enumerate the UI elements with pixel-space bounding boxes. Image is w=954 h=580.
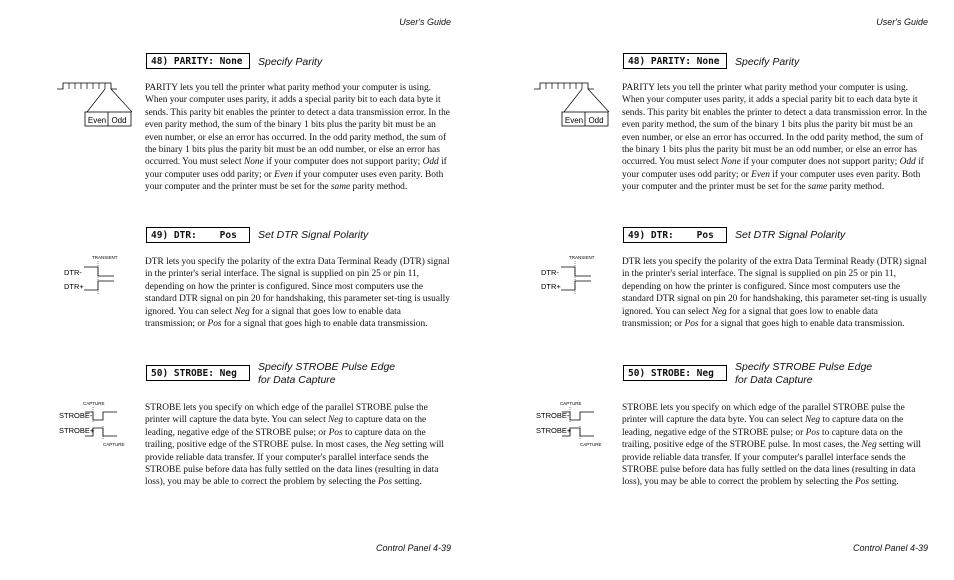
strobe-figure xyxy=(534,400,618,448)
dtr-paragraph: DTR lets you specify the polarity of the extra Data Terminal Ready (DTR) signal in the printer's serial interface. The signal is supplied on pin 25 or pin 11, depending on how the printer is configured. Since most computers use the standard DTR signal on pin 20 for handshaking, this parameter set-ting is usually ignored. You can select Neg for a signal that goes low to enable data transmission; or Pos for a signal that goes high to enable data transmission. xyxy=(145,257,450,330)
dtr-transient-label: TRANSIENT xyxy=(92,255,118,260)
lcd-dtr: 49) DTR: Pos xyxy=(146,227,250,243)
lcd-strobe: 50) STROBE: Neg xyxy=(146,365,250,381)
lcd-parity: 48) PARITY: None xyxy=(146,53,250,69)
page-footer: Control Panel 4-39 xyxy=(852,543,928,553)
parity-odd-label: Odd xyxy=(588,116,604,125)
strobe-minus-label: STROBE- xyxy=(536,411,570,420)
dtr-minus-label: DTR- xyxy=(64,268,82,277)
parity-paragraph: PARITY lets you tell the printer what parity method your computer is using. When your computer uses parity, it adds a special parity bit to each data byte it sends. This parity bit enables the printer to detect a data transmission error. In the even parity method, the sum of the binary 1 bits plus the parity bit must be an even number, or else an error has occurred. In the odd parity method, the sum of the binary 1 bits plus the parity bit must be an odd number, or else an error has occurred. You must select None if your computer does not support parity; Odd if your computer uses odd parity; or Even if your computer uses even parity. Both your computer and the printer must be set for the same parity method. xyxy=(145,83,450,193)
strobe-plus-label: STROBE+ xyxy=(59,426,95,435)
dtr-paragraph: DTR lets you specify the polarity of the extra Data Terminal Ready (DTR) signal in the printer's serial interface. The signal is supplied on pin 25 or pin 11, depending on how the printer is configured. Since most computers use the standard DTR signal on pin 20 for handshaking, this parameter set-ting is usually ignored. You can select Neg for a signal that goes low to enable data transmission; or Pos for a signal that goes high to enable data transmission. xyxy=(622,257,927,330)
parity-even-label: Even xyxy=(564,116,584,125)
strobe-capture-bottom-label: CAPTURE xyxy=(103,442,125,447)
parity-figure xyxy=(534,82,614,128)
section-title-strobe: Specify STROBE Pulse Edge for Data Capture xyxy=(258,361,396,386)
strobe-capture-top-label: CAPTURE xyxy=(560,401,582,406)
strobe-figure xyxy=(57,400,141,448)
dtr-plus-label: DTR+ xyxy=(541,282,561,291)
page-header: User's Guide xyxy=(399,17,451,27)
section-title-parity: Specify Parity xyxy=(735,56,800,68)
dtr-transient-label: TRANSIENT xyxy=(569,255,595,260)
dtr-figure xyxy=(62,254,142,296)
strobe-capture-top-label: CAPTURE xyxy=(83,401,105,406)
section-title-dtr: Set DTR Signal Polarity xyxy=(735,229,846,241)
parity-paragraph: PARITY lets you tell the printer what parity method your computer is using. When your computer uses parity, it adds a special parity bit to each data byte it sends. This parity bit enables the printer to detect a data transmission error. In the even parity method, the sum of the binary 1 bits plus the parity bit must be an even number, or else an error has occurred. In the odd parity method, the sum of the binary 1 bits plus the parity bit must be an odd number, or else an error has occurred. You must select None if your computer does not support parity; Odd if your computer uses odd parity; or Even if your computer uses even parity. Both your computer and the printer must be set for the same parity method. xyxy=(622,83,927,193)
lcd-parity: 48) PARITY: None xyxy=(623,53,727,69)
strobe-capture-bottom-label: CAPTURE xyxy=(580,442,602,447)
dtr-figure xyxy=(539,254,619,296)
page-header: User's Guide xyxy=(876,17,928,27)
page-right xyxy=(477,0,954,580)
dtr-minus-label: DTR- xyxy=(541,268,559,277)
section-title-parity: Specify Parity xyxy=(258,56,323,68)
lcd-dtr: 49) DTR: Pos xyxy=(623,227,727,243)
strobe-minus-label: STROBE- xyxy=(59,411,93,420)
dtr-plus-label: DTR+ xyxy=(64,282,84,291)
parity-odd-label: Odd xyxy=(111,116,127,125)
strobe-paragraph: STROBE lets you specify on which edge of the parallel STROBE pulse the printer will capture the data byte. You can select Neg to capture data on the leading, negative edge of the STROBE pulse; or Pos to capture data on the trailing, positive edge of the STROBE pulse. In most cases, the Neg setting will provide reliable data transfer. If your computer's parallel interface sends the STROBE pulse before data has fully settled on the data lines (resulting in data loss), you may be able to correct the problem by selecting the Pos setting. xyxy=(145,403,444,488)
parity-even-label: Even xyxy=(87,116,107,125)
strobe-plus-label: STROBE+ xyxy=(536,426,572,435)
parity-figure xyxy=(57,82,137,128)
section-title-dtr: Set DTR Signal Polarity xyxy=(258,229,369,241)
strobe-paragraph: STROBE lets you specify on which edge of the parallel STROBE pulse the printer will capture the data byte. You can select Neg to capture data on the leading, negative edge of the STROBE pulse; or Pos to capture data on the trailing, positive edge of the STROBE pulse. In most cases, the Neg setting will provide reliable data transfer. If your computer's parallel interface sends the STROBE pulse before data has fully settled on the data lines (resulting in data loss), you may be able to correct the problem by selecting the Pos setting. xyxy=(622,403,921,488)
page-footer: Control Panel 4-39 xyxy=(375,543,451,553)
section-title-strobe: Specify STROBE Pulse Edge for Data Capture xyxy=(735,361,873,386)
lcd-strobe: 50) STROBE: Neg xyxy=(623,365,727,381)
